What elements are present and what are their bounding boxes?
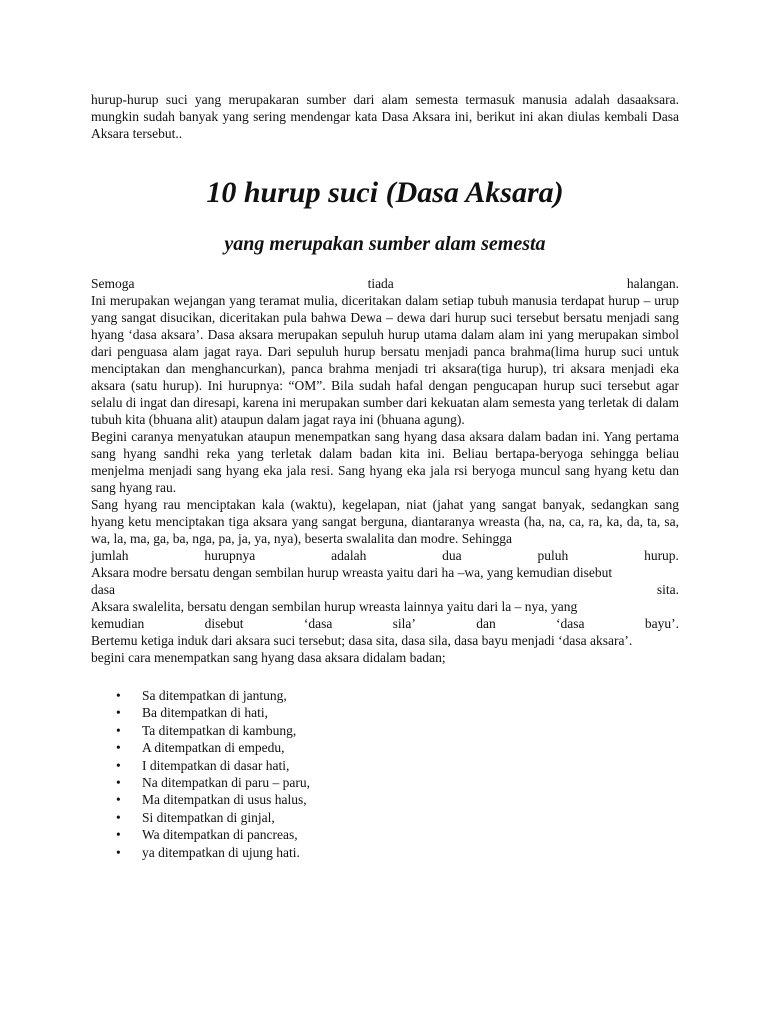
word: adalah <box>331 548 367 563</box>
word: dasa <box>91 582 115 597</box>
word: ‘dasa <box>303 616 333 631</box>
paragraph-swalelita: Aksara swalelita, bersatu dengan sembilan hurup wreasta lainnya yaitu dari la – nya, yang <box>91 599 578 614</box>
word: hurup. <box>644 548 679 563</box>
paragraph-ketiga-induk: Bertemu ketiga induk dari aksara suci tersebut; dasa sita, dasa sila, dasa bayu menjadi ‘dasa aksara’. <box>91 633 633 648</box>
word: dua <box>442 548 462 563</box>
word: bayu’. <box>644 616 679 631</box>
bullet-icon: • <box>116 757 121 773</box>
jumlah-line <box>91 547 679 564</box>
body-text <box>91 275 679 666</box>
list-item <box>91 774 679 791</box>
dasa-sita-line <box>91 581 679 598</box>
list-item <box>91 687 679 704</box>
paragraph-wejangan: Ini merupakan wejangan yang teramat mulia, diceritakan dalam setiap tubuh manusia terdapat hurup – urup yang sangat disucikan, diceritakan pula bahwa Dewa – dewa dari hurup suci tersebut bersatu menjadi sang hyang ‘dasa aksara’. Dasa aksara merupakan sepuluh hurup utama dalam alam ini yang merupakan simbol dari penguasa alam jagat raya. Dari sepuluh hurup bersatu menjadi panca brahma(lima hurup suci untuk menciptakan dan menghancurkan), panca brahma menjadi tri aksara(tiga hurup), tri aksara menjadi eka aksara (satu hurup). Ini hurupnya: “OM”. Bila sudah hafal dengan pengucapan hurup suci tersebut agar selalu di ingat dan diresapi, karena ini merupakan sumber dari kekuatan alam semesta yang terletak di dalam tubuh kita (bhuana alit) ataupun dalam jagat raya ini (bhuana agung). <box>91 293 679 427</box>
list-item-text: Ta ditempatkan di kambung, <box>142 722 297 738</box>
list-item <box>91 739 679 756</box>
list-item <box>91 826 679 843</box>
list-item-text: ya ditempatkan di ujung hati. <box>142 844 300 860</box>
list-item-text: Ma ditempatkan di usus halus, <box>142 792 307 808</box>
word: Semoga <box>91 276 135 291</box>
word: sita. <box>656 582 679 597</box>
word: dan <box>476 616 496 631</box>
list-item <box>91 809 679 826</box>
paragraph-menempatkan: begini cara menempatkan sang hyang dasa aksara didalam badan; <box>91 650 446 665</box>
list-item <box>91 844 679 861</box>
word: puluh <box>537 548 569 563</box>
list-item-text: A ditempatkan di empedu, <box>142 740 285 756</box>
list-item-text: I ditempatkan di dasar hati, <box>142 757 290 773</box>
list-item <box>91 757 679 774</box>
paragraph-rau-ketu: Sang hyang rau menciptakan kala (waktu), kegelapan, niat (jahat yang sangat banyak, sedangkan sang hyang ketu menciptakan tiga aksara yang sangat berguna, diantaranya wreasta (ha, na, ca, ra, ka, da, ta, sa, wa, la, ma, ga, ba, nga, pa, ja, ya, nya), beserta swalalita dan modre. Sehingga <box>91 497 679 546</box>
word: disebut <box>204 616 244 631</box>
word: jumlah <box>91 548 129 563</box>
document-title: 10 hurup suci (Dasa Aksara) <box>206 176 564 209</box>
list-item-text: Sa ditempatkan di jantung, <box>142 688 287 703</box>
list-item <box>91 704 679 721</box>
bullet-icon: • <box>116 688 121 703</box>
bullet-icon: • <box>116 827 121 843</box>
intro-paragraph: hurup-hurup suci yang merupakaran sumber dari alam semesta termasuk manusia adalah dasaaksara. mungkin sudah banyak yang sering mendengar kata Dasa Aksara ini, berikut ini akan diulas kembali Dasa Aksara tersebut.. <box>91 92 679 141</box>
word: kemudian <box>91 616 145 631</box>
kemudian-line <box>91 615 679 632</box>
bullet-icon: • <box>116 722 121 738</box>
greeting-line <box>91 275 679 292</box>
document-content <box>91 91 679 861</box>
word: hurupnya <box>204 548 256 563</box>
bullet-icon: • <box>116 792 121 808</box>
bullet-icon: • <box>116 809 121 825</box>
word: sila’ <box>392 616 416 631</box>
word: halangan. <box>626 276 679 291</box>
list-item-text: Na ditempatkan di paru – paru, <box>142 775 310 791</box>
list-item <box>91 722 679 739</box>
bullet-icon: • <box>116 740 121 756</box>
list-item <box>91 791 679 808</box>
paragraph-modre: Aksara modre bersatu dengan sembilan hurup wreasta yaitu dari ha –wa, yang kemudian disebut <box>91 565 613 580</box>
bullet-icon: • <box>116 705 121 721</box>
list-item-text: Si ditempatkan di ginjal, <box>142 809 275 825</box>
paragraph-caranya: Begini caranya menyatukan ataupun menempatkan sang hyang dasa aksara dalam badan ini. Yang pertama sang hyang sandhi reka yang terletak dalam badan kita ini. Beliau bertapa-beryoga sehingga beliau menjelma menjadi sang hyang eka jala resi. Sang hyang eka jala rsi beryoga muncul sang hyang ketu dan sang hyang rau. <box>91 429 679 495</box>
bullet-icon: • <box>116 844 121 860</box>
word: tiada <box>367 276 394 291</box>
document-subtitle: yang merupakan sumber alam semesta <box>224 233 546 255</box>
word: ‘dasa <box>556 616 585 631</box>
list-item-text: Wa ditempatkan di pancreas, <box>142 827 298 843</box>
bullet-icon: • <box>116 775 121 791</box>
list-item-text: Ba ditempatkan di hati, <box>142 705 268 721</box>
placement-list <box>91 687 679 861</box>
